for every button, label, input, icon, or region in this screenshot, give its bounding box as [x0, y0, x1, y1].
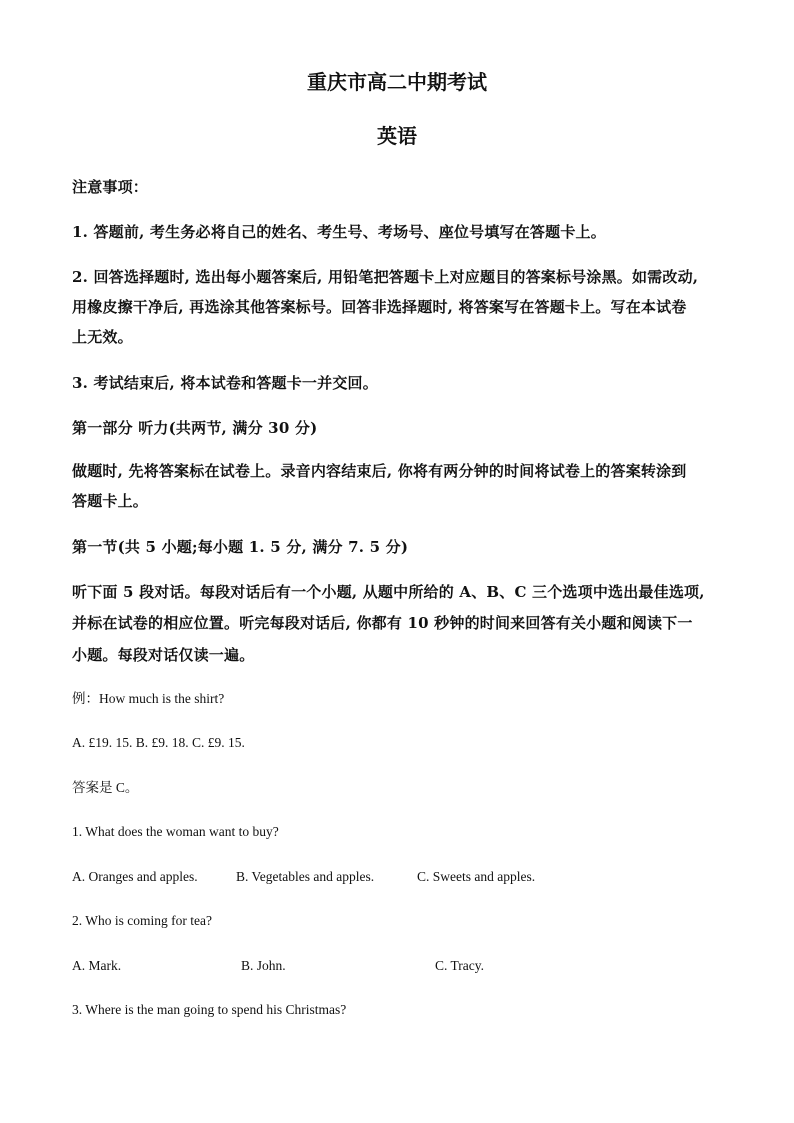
- question-3-stem: 3. Where is the man going to spend his Christmas?: [72, 1002, 347, 1017]
- section1-instruction-line-3: 小题。每段对话仅读一遍。: [72, 646, 255, 664]
- question-1-option-a: A. Oranges and apples.: [72, 869, 198, 884]
- question-2-stem: 2. Who is coming for tea?: [72, 913, 212, 928]
- part1-instruction-line-1: 做题时, 先将答案标在试卷上。录音内容结束后, 你将有两分钟的时间将试卷上的答案转涂到: [72, 462, 687, 480]
- notes-item-3: 3. 考试结束后, 将本试卷和答题卡一并交回。: [72, 374, 378, 392]
- question-1-stem: 1. What does the woman want to buy?: [72, 824, 279, 839]
- question-1-option-b: B. Vegetables and apples.: [236, 869, 375, 884]
- section1-heading: 第一节(共 5 小题;每小题 1. 5 分, 满分 7. 5 分): [72, 538, 409, 556]
- question-1-option-c: C. Sweets and apples.: [417, 869, 536, 884]
- question-2-option-a: A. Mark.: [72, 958, 122, 973]
- question-2-option-b: B. John.: [241, 958, 286, 973]
- part1-heading: 第一部分 听力(共两节, 满分 30 分): [72, 419, 318, 437]
- example-question: 例：How much is the shirt?: [72, 691, 225, 706]
- example-options: A. £19. 15. B. £9. 18. C. £9. 15.: [72, 735, 245, 750]
- notes-heading: 注意事项：: [72, 178, 149, 196]
- question-2-option-c: C. Tracy.: [435, 958, 485, 973]
- section1-instruction-line-1: 听下面 5 段对话。每段对话后有一个小题, 从题中所给的 A、B、C 三个选项中选出最佳选项,: [72, 583, 705, 601]
- exam-title: 重庆市高二中期考试: [307, 70, 487, 94]
- notes-item-2-line-3: 上无效。: [72, 328, 133, 346]
- example-answer: 答案是 C。: [72, 780, 139, 795]
- part1-instruction-line-2: 答题卡上。: [72, 492, 149, 510]
- notes-item-2-line-2: 用橡皮擦干净后, 再选涂其他答案标号。回答非选择题时, 将答案写在答题卡上。写在本试卷: [72, 298, 687, 316]
- notes-item-2-line-1: 2. 回答选择题时, 选出每小题答案后, 用铅笔把答题卡上对应题目的答案标号涂黑。如需改动,: [72, 268, 699, 286]
- exam-subject: 英语: [377, 124, 417, 148]
- notes-item-1: 1. 答题前, 考生务必将自己的姓名、考生号、考场号、座位号填写在答题卡上。: [72, 223, 606, 241]
- section1-instruction-line-2: 并标在试卷的相应位置。听完每段对话后, 你都有 10 秒钟的时间来回答有关小题和阅读下一: [72, 614, 693, 632]
